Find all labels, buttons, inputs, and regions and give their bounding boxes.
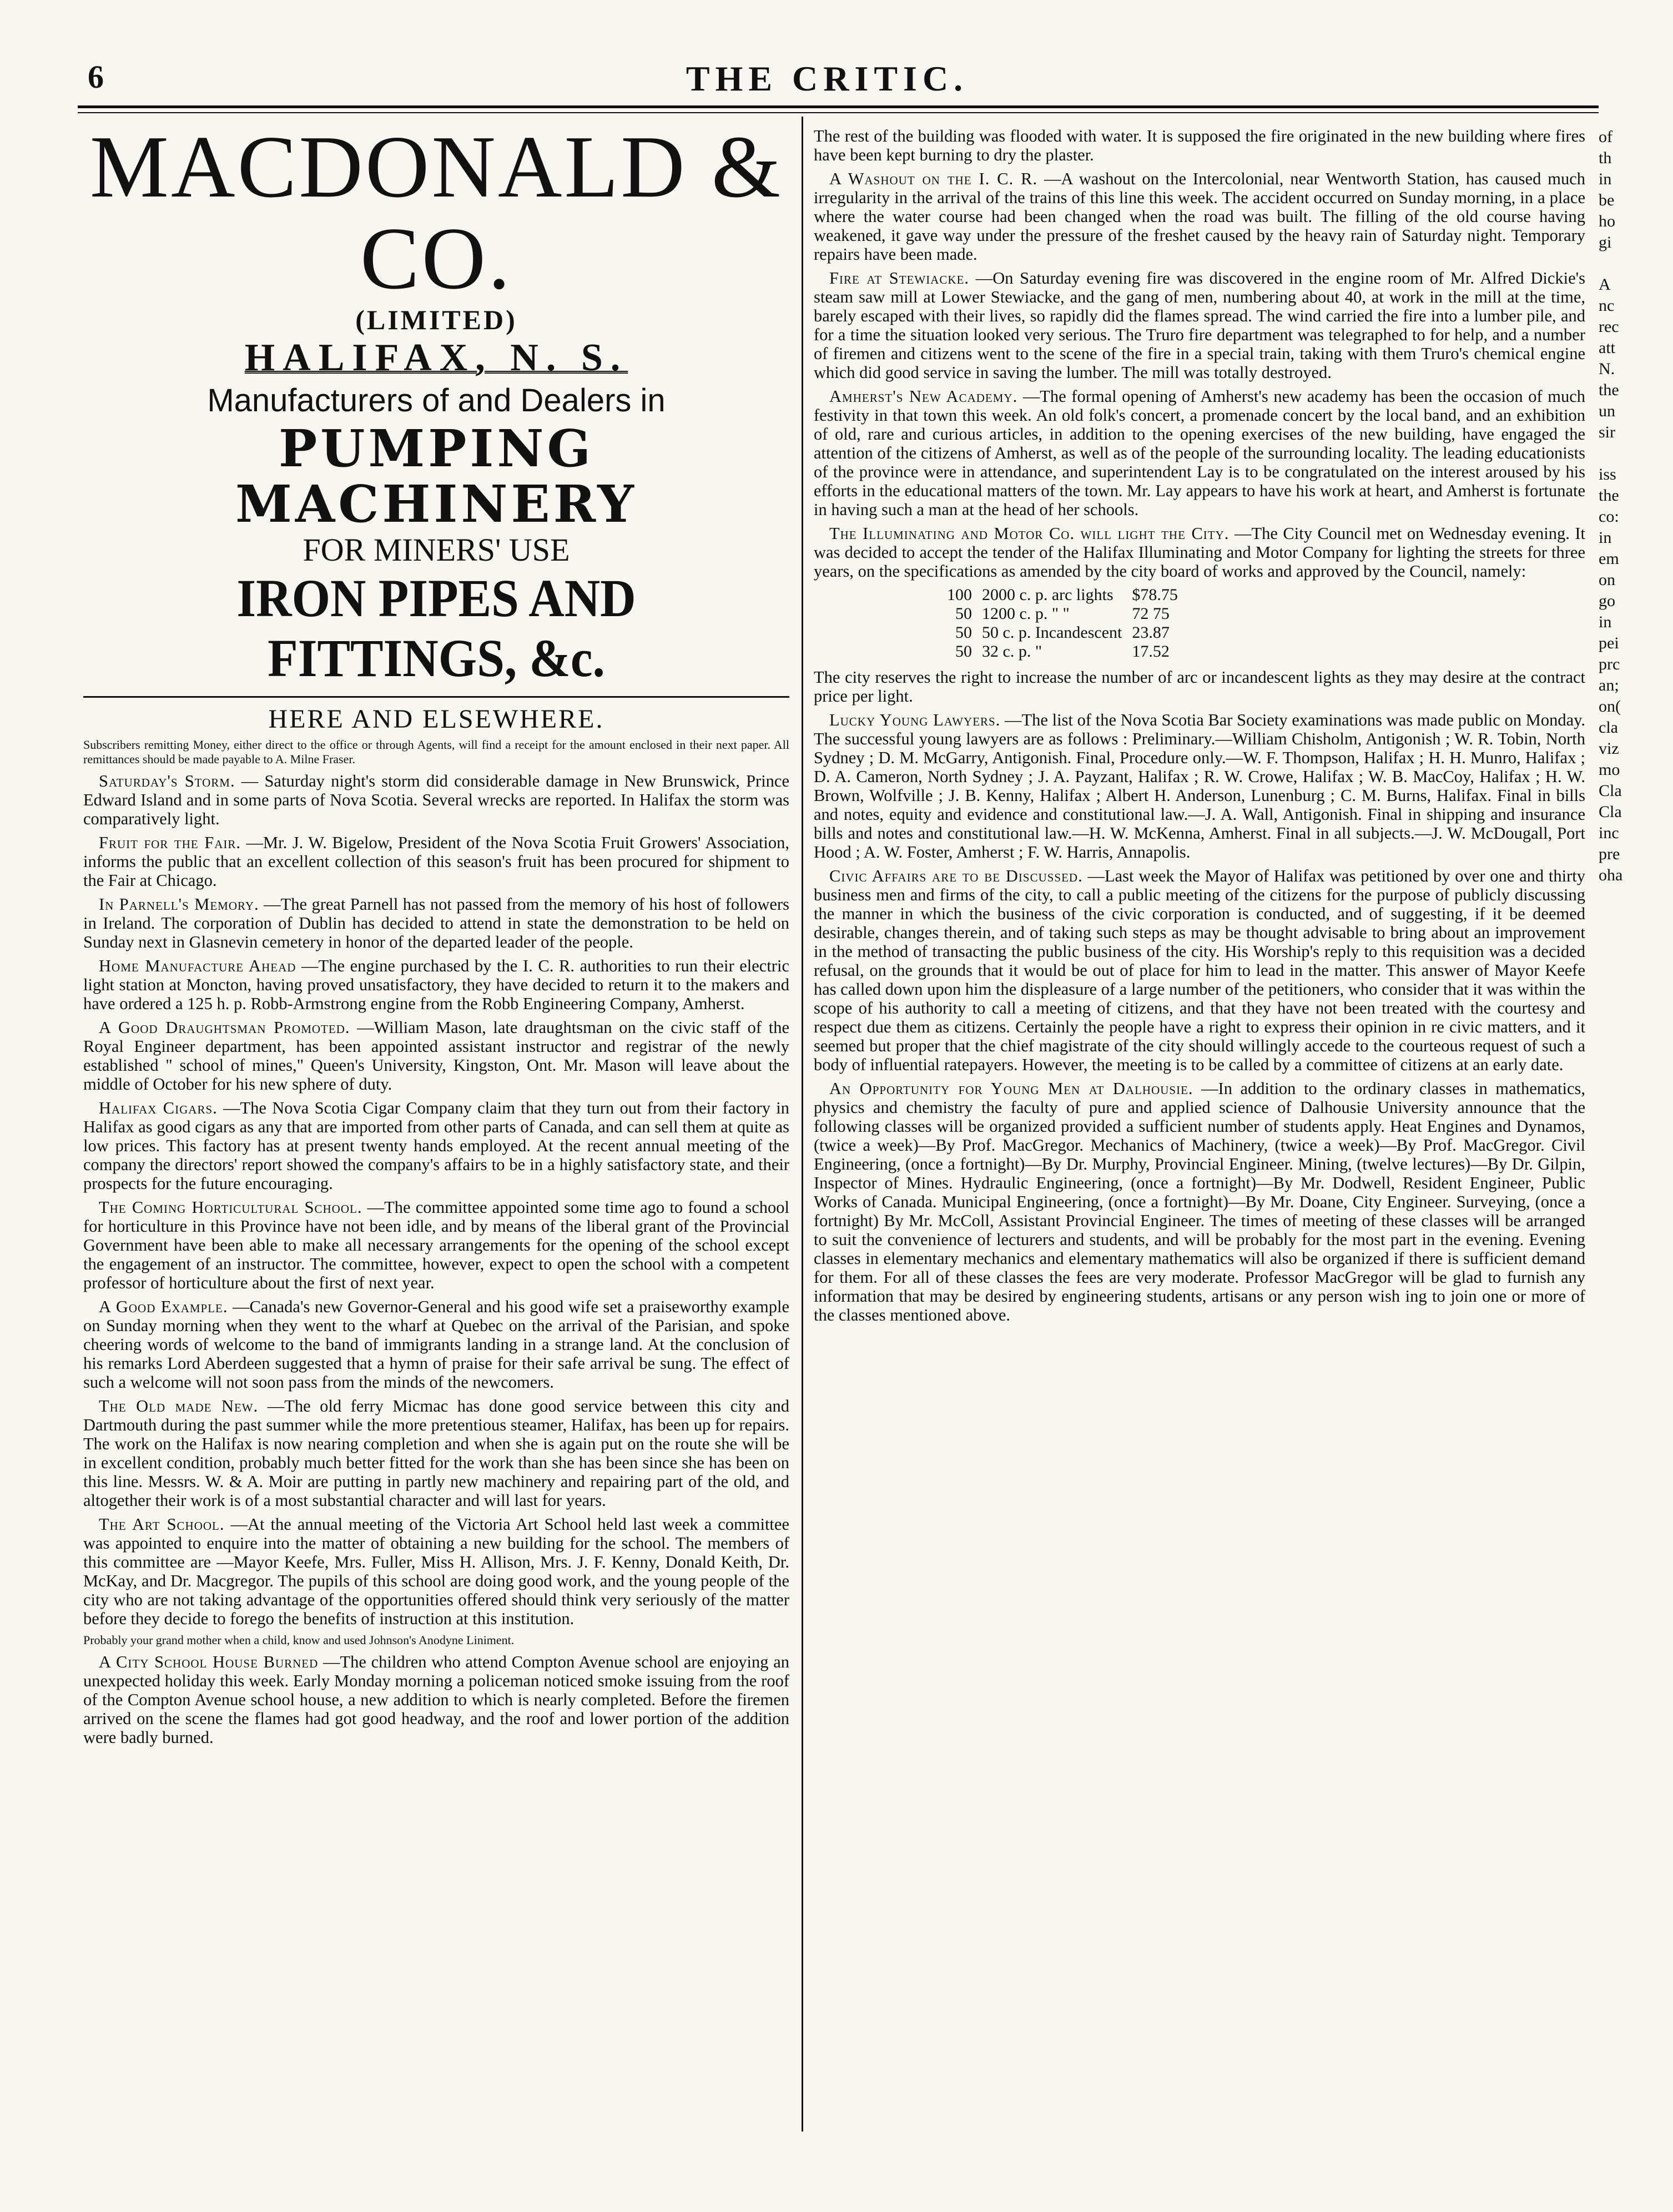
edge-fragment: [1599, 443, 1673, 464]
news-text: —Last week the Mayor of Halifax was petitioned by over one and thirty business men and firms of the city, to call a public meeting of the citizens for the purpose of publicly discussing the manner in which the business of the civic corporation is conducted, and of suggesting, if it be deemed desirable, changes therein, and of taking such steps as may be thought advisable to bring about an improvement in the method of transacting the public business of the city. His Worship's reply to this requisition was a decided refusal, on the grounds that it would be out of place for him to lead in the matter. This answer of Mayor Keefe has called down upon him the displeasure of a large number of the petitioners, who consider that it was within the scope of his authority to call a meeting of citizens, and that they have not been treated with the courtesy and respect due them as citizens. Certainly the people have a right to express their opinion in re civic matters, and it seemed but proper that the chief magistrate of the city should willingly accede to the courteous request of such a body of influential ratepayers. However, the meeting is to be called by a committee of citizens at an early date.: [814, 866, 1585, 1074]
right-news-item: [814, 711, 1585, 861]
edge-fragment: be: [1599, 191, 1615, 209]
right-news-item: [814, 866, 1585, 1074]
news-text: —A washout on the Intercolonial, near Wentworth Station, has caused much irregularity in the arrival of the trains of this line this week. The accident occurred on Sunday morning, in a place where the water course had been changed when the road was built. The filling of the old course having weakened, it gave way under the pressure of the freshet caused by the heavy rain of Saturday night. Temporary repairs have been made.: [814, 169, 1585, 264]
column-divider: [802, 117, 803, 2132]
news-head: Amherst's New Academy.: [829, 387, 1018, 406]
rate-qty: 100: [947, 586, 972, 604]
ad-tagline: Manufacturers of and Dealers in: [207, 382, 666, 419]
edge-fragment: [1599, 253, 1673, 274]
news-head: Lucky Young Lawyers.: [829, 711, 1001, 729]
right-news-item: [814, 1079, 1585, 1324]
rate-price: 72 75: [1132, 604, 1170, 623]
rate-desc: 32 c. p. ": [982, 642, 1042, 661]
rate-qty: 50: [955, 604, 972, 623]
news-head: Home Manufacture Ahead: [99, 956, 296, 975]
news-head: Saturday's Storm.: [99, 772, 235, 790]
ad-city: HALIFAX, N. S.: [244, 336, 628, 379]
edge-fragment: un: [1599, 402, 1615, 420]
news-head: The Illuminating and Motor Co. will light the City.: [829, 524, 1229, 543]
edge-fragment: att: [1599, 339, 1615, 357]
rate-desc: 2000 c. p. arc lights: [982, 586, 1113, 604]
ad-product-pipes: IRON PIPES AND FITTINGS, &c.: [236, 568, 636, 688]
edge-fragment: the: [1599, 486, 1619, 505]
news-head: Halifax Cigars.: [99, 1099, 218, 1117]
news-head: A Good Example.: [99, 1297, 228, 1316]
edge-fragment: iss: [1599, 465, 1616, 483]
news-text: —The formal opening of Amherst's new academy has been the occasion of much festivity in that town this week. An old folk's concert, a promenade concert by the local band, and an exhibition of old, rare and curious articles, in addition to the opening exercises of the new building, have engaged the attention of the citizens of Amherst, as well as of the people of the surrounding locality. The leading educationists of the province were in attendance, and superintendent Lay is to be congratulated on the interest aroused by his efforts in the educational matters of the town. Mr. Lay appears to have his work at heart, and Amherst is fortunate in having such a man at the head of her schools.: [814, 387, 1585, 519]
edge-fragment: rec: [1599, 318, 1619, 336]
rates-note: The city reserves the right to increase the number of arc or incandescent lights as they may desire at the contract price per light.: [814, 668, 1585, 706]
edge-fragment: A: [1599, 275, 1611, 294]
right-column: [814, 127, 1585, 1329]
news-text: —In addition to the ordinary classes in mathematics, physics and chemistry the faculty of pure and applied science of Dalhousie University announce that the following classes will be organized provided a sufficient number of students apply. Heat Engines and Dynamos, (twice a week)—By Prof. MacGregor. Mechanics of Machinery, (twice a week)—By Prof. MacGregor. Civil Engineering, (once a fortnight)—By Dr. Murphy, Provincial Engineer. Mining, (twelve lectures)—By Dr. Gilpin, Inspector of Mines. Hydraulic Engineering, (once a fortnight)—By Mr. Dodwell, Resident Engineer, Public Works of Canada. Municipal Engineering, (once a fortnight)—By Mr. Doane, City Engineer. Surveying, (once a fortnight) By Mr. McColl, Assistant Provincial Engineer. The times of meeting of these classes will be arranged to suit the convenience of lecturers and students, and will be probably for the most part in the evening. Evening classes in elementary mechanics and elementary mathematics will also be organized if there is sufficient demand for them. For all of these classes the fees are very moderate. Professor MacGregor will be glad to furnish any information that may be desired by engineering students, artisans or any person wish ing to join one or more of the classes mentioned above.: [814, 1079, 1586, 1324]
edge-fragment: in: [1599, 613, 1612, 631]
page-header: [78, 58, 1576, 108]
edge-fragment: oha: [1599, 866, 1623, 884]
news-text: —William Mason, late draughtsman on the civic staff of the Royal Engineer department, has been appointed assistant instructor and registrar of the newly established " school of mines," Queen's University, Kingston, Ont. Mr. Mason will leave about the middle of October for his new sphere of duty.: [83, 1018, 789, 1094]
edge-fragment: th: [1599, 149, 1612, 167]
news-head: The Art School.: [99, 1515, 225, 1534]
edge-fragment: nc: [1599, 296, 1615, 315]
adjacent-page-edge: [1599, 127, 1673, 886]
ad-bottom-rule: [83, 696, 789, 698]
news-text: — Saturday night's storm did considerable damage in New Brunswick, Prince Edward Island and in some parts of Nova Scotia. Several wrecks are reported. In Halifax the storm was comparatively light.: [83, 772, 789, 828]
edge-fragment: of: [1599, 128, 1612, 146]
news-text: —The great Parnell has not passed from the memory of his host of followers in Ireland. The corporation of Dublin has decided to attend in state the demonstration to be held on Sunday next in Glasnevin cemetery in honor of the departed leader of the people.: [83, 895, 789, 951]
news-text: —The children who attend Compton Avenue school are enjoying an unexpected holiday this week. Early Monday morning a policeman noticed smoke issuing from the roof of the Compton Avenue school house, a new addition to which is nearly completed. Before the firemen arrived on the scene the flames had got good headway, and the roof and lower portion of the addition were badly burned.: [83, 1652, 789, 1747]
edge-fragment: mo: [1599, 760, 1620, 779]
edge-fragment: co:: [1599, 507, 1619, 526]
rate-row: [947, 586, 1188, 604]
news-head: The Coming Horticultural School.: [99, 1198, 362, 1217]
news-text: —On Saturday evening fire was discovered in the engine room of Mr. Alfred Dickie's steam saw mill at Lower Stewiacke, and the gang of men, numbering about 40, at work in the mill at the time, barely escaped with their lives, so rapidly did the flames spread. The wind carried the fire into a lumber pile, and for a time the situation looked very serious. The Truro fire department was telegraphed to for help, and a number of firemen and citizens went to the scene of the fire in a special train, taking with them Truro's chemical engine which did good service in saving the lumber. The mill was totally destroyed.: [814, 269, 1586, 382]
left-news-item: [83, 1515, 789, 1628]
advertisement: [83, 117, 789, 688]
edge-fragment: on: [1599, 571, 1615, 589]
news-head: A Good Draughtsman Promoted.: [99, 1018, 350, 1037]
edge-fragment: Cla: [1599, 782, 1622, 800]
right-news-item: [814, 387, 1585, 519]
edge-fragment: ho: [1599, 212, 1615, 230]
rate-row: [947, 642, 1188, 661]
edge-fragment: sir: [1599, 423, 1615, 441]
left-news-item: [83, 1297, 789, 1392]
edge-fragment: cla: [1599, 718, 1618, 737]
ad-miners-use: FOR MINERS' USE: [303, 532, 570, 568]
left-news-item: [83, 833, 789, 890]
left-column: [83, 117, 790, 1752]
news-head: The Old made New.: [99, 1397, 259, 1415]
johnson-advert: Probably your grand mother when a child, know and used Johnson's Anodyne Liniment.: [83, 1633, 515, 1647]
left-news-item: [83, 956, 789, 1013]
news-text: —The old ferry Micmac has done good service between this city and Dartmouth during the past summer while the more pretentious steamer, Halifax, has been up for repairs. The work on the Halifax is now nearing completion and when she is again put on the route she will be in excellent condition, probably much better fitted for the work than she has been since she has been on this line. Messrs. W. & A. Moir are putting in partly new machinery and repairing part of the old, and altogether their work is of a most substantial character and will last for years.: [83, 1397, 789, 1510]
edge-fragment: pre: [1599, 845, 1620, 863]
rate-desc: 50 c. p. Incandescent: [982, 623, 1122, 642]
news-text: —Canada's new Governor-General and his good wife set a praiseworthy example on Sunday morning when they went to the wharf at Quebec on the arrival of the Parisian, and spoke cheering words of welcome to the band of immigrants landing in a strange land. At the conclusion of his remarks Lord Aberdeen suggested that a hymn of praise for their safe arrival be sung. The effect of such a welcome will not soon pass from the minds of the newcomers.: [83, 1297, 790, 1392]
left-news-item: [83, 772, 789, 828]
news-text: —The list of the Nova Scotia Bar Society examinations was made public on Monday. The successful young lawyers are as follows : Preliminary.—William Chisholm, Antigonish ; W. R. Tobin, North Sydney ; D. M. McGarry, Antigonish. Final, Procedure only.—W. F. Thompson, Halifax ; H. H. Munro, Halifax ; D. A. Cameron, North Sydney ; J. A. Payzant, Halifax ; R. W. Crowe, Halifax ; W. B. MacCoy, Halifax ; H. W. Brown, Wolfville ; J. B. Kenny, Halifax ; Albert H. Anderson, Lunenburg ; C. M. Burns, Halifax. Final in bills and notes, equity and evidence and constitutional law.—J. A. Wall, Antigonish. Final in shipping and insurance bills and notes and constitutional law.—H. W. McKenna, Amherst. Final in all subjects.—J. W. McDougall, Port Hood ; A. W. Foster, Amherst ; F. W. Harris, Annapolis.: [814, 711, 1586, 861]
news-text: —The City Council met on Wednesday evening. It was decided to accept the tender of the Halifax Illuminating and Motor Company for lighting the streets for three years, on the specifications as amended by the city board of works and approved by the Council, namely:: [814, 524, 1586, 581]
rate-qty: 50: [955, 623, 972, 642]
rate-row: [947, 623, 1188, 642]
edge-fragment: in: [1599, 170, 1612, 188]
masthead: THE CRITIC.: [686, 59, 969, 98]
rate-qty: 50: [955, 642, 972, 661]
edge-fragment: inc: [1599, 824, 1619, 842]
news-text: —Mr. J. W. Bigelow, President of the Nova Scotia Fruit Growers' Association, informs the public that an excellent collection of this season's fruit has been procured for shipment to the Fair at Chicago.: [83, 833, 789, 890]
lighting-rates-table: [947, 586, 1188, 661]
right-news-item: [814, 169, 1585, 264]
edge-fragment: prc: [1599, 655, 1620, 673]
rate-price: $78.75: [1132, 586, 1178, 604]
rate-desc: 1200 c. p. " ": [982, 604, 1070, 623]
left-news-item: [83, 895, 789, 951]
edge-fragment: pei: [1599, 634, 1619, 652]
news-text: —The committee appointed some time ago to found a school for horticulture in this Province have not been idle, and by means of the liberal grant of the Provincial Government have been able to make all necessary arrangements for the opening of the school except the engagement of an instructor. The committee, however, expect to open the school with a competent professor of horticulture about the first of next year.: [83, 1198, 789, 1292]
left-news-item: [83, 1099, 789, 1193]
edge-fragment: the: [1599, 381, 1619, 399]
edge-fragment: viz: [1599, 739, 1619, 758]
rate-row: [947, 604, 1188, 623]
edge-fragment: em: [1599, 550, 1619, 568]
edge-fragment: an;: [1599, 676, 1619, 694]
left-news-items: [83, 772, 789, 1628]
right-news-item: [814, 524, 1585, 581]
edge-fragment: in: [1599, 528, 1612, 547]
edge-fragment: N.: [1599, 360, 1615, 378]
edge-fragment: Cla: [1599, 803, 1622, 821]
right-news-items-2: [814, 711, 1585, 1324]
news-text: —The Nova Scotia Cigar Company claim that they turn out from their factory in Halifax as good cigars as any that are imported from other parts of Canada, and can sell them at quite as low prices. This factory has at present twenty hands employed. At the recent annual meeting of the company the directors' report showed the company's affairs to be in a highly satisfactory state, and their prospects for the future encouraging.: [83, 1099, 789, 1193]
header-rule-bottom: [78, 112, 1599, 113]
right-news-item: [814, 269, 1585, 382]
news-head: Fire at Stewiacke.: [829, 269, 970, 288]
news-head: Fruit for the Fair.: [99, 833, 241, 852]
news-head: An Opportunity for Young Men at Dalhousie.: [829, 1079, 1193, 1098]
edge-fragment: on(: [1599, 697, 1621, 716]
right-news-items: [814, 169, 1585, 581]
news-text: —The engine purchased by the I. C. R. authorities to run their electric light station at Moncton, having proved unsatisfactory, they have decided to return it to the makers and have ordered a 125 h. p. Robb-Armstrong engine from the Robb Engineering Company, Amherst.: [83, 956, 789, 1013]
left-news-item: [83, 1198, 789, 1292]
ad-company-name: MACDONALD & CO.: [89, 117, 783, 308]
continued-text: The rest of the building was flooded with water. It is supposed the fire originated in the new building where fires have been kept burning to dry the plaster.: [814, 127, 1585, 164]
news-head: Civic Affairs are to be Discussed.: [829, 866, 1083, 885]
edge-fragment: gi: [1599, 233, 1612, 251]
section-title: HERE AND ELSEWHERE.: [268, 704, 604, 734]
ad-product-pumping: PUMPING MACHINERY: [235, 419, 637, 534]
header-rule-top: [78, 105, 1599, 108]
news-head: A City School House Burned: [99, 1652, 319, 1671]
subscriber-notice: Subscribers remitting Money, either direct to the office or through Agents, will find a receipt for the amount enclosed in their next paper. All remittances should be made payable to A. Milne Fraser.: [83, 738, 789, 766]
news-head: A Washout on the I. C. R.: [829, 169, 1038, 188]
left-news-item: [83, 1397, 789, 1510]
ad-limited: (LIMITED): [355, 304, 517, 335]
rate-price: 23.87: [1132, 623, 1170, 642]
news-item-city-school: [83, 1652, 789, 1747]
page-number: 6: [88, 59, 104, 95]
edge-fragment: go: [1599, 592, 1615, 610]
left-news-item: [83, 1018, 789, 1094]
rate-price: 17.52: [1132, 642, 1170, 661]
news-text: —At the annual meeting of the Victoria Art School held last week a committee was appointed to enquire into the matter of obtaining a new building for the school. The members of this committee are —Mayor Keefe, Mrs. Fuller, Miss H. Allison, Mrs. J. F. Kenny, Donald Keith, Dr. McKay, and Dr. Macgregor. The pupils of this school are doing good work, and the young people of the city who are not taking advantage of the opportunities offered should think very seriously of the matter before they decide to forego the benefits of instruction at this institution.: [83, 1515, 789, 1628]
news-head: In Parnell's Memory.: [99, 895, 259, 914]
